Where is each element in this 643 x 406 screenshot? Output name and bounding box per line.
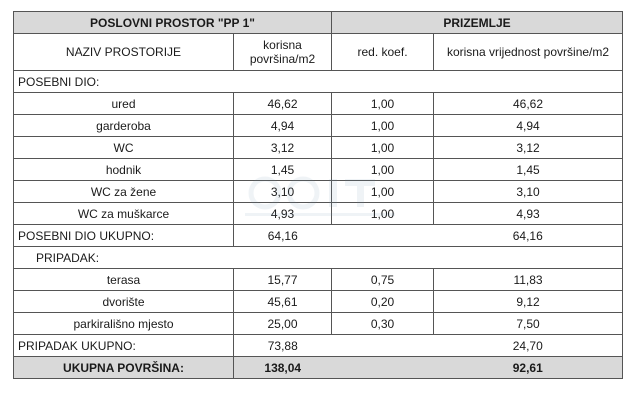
row-area: 4,93 [234, 203, 332, 225]
row-name: WC [14, 137, 234, 159]
row-area: 46,62 [234, 93, 332, 115]
row-area: 1,45 [234, 159, 332, 181]
table-row [14, 181, 623, 203]
row-value: 4,94 [434, 115, 623, 137]
row-value: 11,83 [434, 269, 623, 291]
total-area-pripadak: 73,88 [234, 335, 332, 357]
total-area-posebni: 64,16 [234, 225, 332, 247]
row-name: terasa [14, 269, 234, 291]
row-coef: 1,00 [332, 203, 434, 225]
total-row-pripadak [14, 335, 623, 357]
table-row [14, 137, 623, 159]
column-header-row [14, 34, 623, 71]
grand-total-label: UKUPNA POVRŠINA: [14, 357, 234, 379]
row-area: 15,77 [234, 269, 332, 291]
section-row-pripadak [14, 247, 623, 269]
column-header-value: korisna vrijednost površine/m2 [434, 34, 623, 71]
row-value: 7,50 [434, 313, 623, 335]
pripadak-rows [14, 269, 623, 335]
row-coef: 0,20 [332, 291, 434, 313]
row-value: 4,93 [434, 203, 623, 225]
row-coef: 1,00 [332, 137, 434, 159]
row-coef: 1,00 [332, 181, 434, 203]
total-coef-empty-posebni [332, 225, 434, 247]
row-coef: 1,00 [332, 159, 434, 181]
total-value-posebni: 64,16 [434, 225, 623, 247]
title-left: POSLOVNI PROSTOR "PP 1" [14, 12, 332, 34]
row-value: 1,45 [434, 159, 623, 181]
row-name: dvorište [14, 291, 234, 313]
total-label-posebni: POSEBNI DIO UKUPNO: [14, 225, 234, 247]
row-coef: 1,00 [332, 93, 434, 115]
table-row [14, 93, 623, 115]
grand-total-area: 138,04 [234, 357, 332, 379]
section-label-posebni: POSEBNI DIO: [14, 71, 623, 93]
column-header-area: korisna površina/m2 [234, 34, 332, 71]
column-header-name: NAZIV PROSTORIJE [14, 34, 234, 71]
row-value: 46,62 [434, 93, 623, 115]
title-right: PRIZEMLJE [332, 12, 623, 34]
row-value: 3,12 [434, 137, 623, 159]
table-row [14, 115, 623, 137]
posebni-rows [14, 93, 623, 225]
column-header-coef: red. koef. [332, 34, 434, 71]
row-value: 9,12 [434, 291, 623, 313]
section-label-pripadak: PRIPADAK: [14, 247, 623, 269]
grand-total-value: 92,61 [434, 357, 623, 379]
table-row [14, 291, 623, 313]
table-row [14, 269, 623, 291]
total-coef-empty-pripadak [332, 335, 434, 357]
area-table [13, 11, 623, 379]
row-name: WC za žene [14, 181, 234, 203]
row-name: WC za muškarce [14, 203, 234, 225]
total-value-pripadak: 24,70 [434, 335, 623, 357]
row-area: 3,10 [234, 181, 332, 203]
row-area: 45,61 [234, 291, 332, 313]
total-label-pripadak: PRIPADAK UKUPNO: [14, 335, 234, 357]
row-name: parkirališno mjesto [14, 313, 234, 335]
row-name: hodnik [14, 159, 234, 181]
row-name: garderoba [14, 115, 234, 137]
section-row-posebni [14, 71, 623, 93]
row-area: 25,00 [234, 313, 332, 335]
total-row-posebni [14, 225, 623, 247]
table-row [14, 159, 623, 181]
table-row [14, 313, 623, 335]
row-coef: 0,30 [332, 313, 434, 335]
row-value: 3,10 [434, 181, 623, 203]
row-area: 4,94 [234, 115, 332, 137]
row-name: ured [14, 93, 234, 115]
row-coef: 1,00 [332, 115, 434, 137]
grand-total-coef-empty [332, 357, 434, 379]
table-title-row [14, 12, 623, 34]
table-row [14, 203, 623, 225]
row-area: 3,12 [234, 137, 332, 159]
grand-total-row [14, 357, 623, 379]
row-coef: 0,75 [332, 269, 434, 291]
